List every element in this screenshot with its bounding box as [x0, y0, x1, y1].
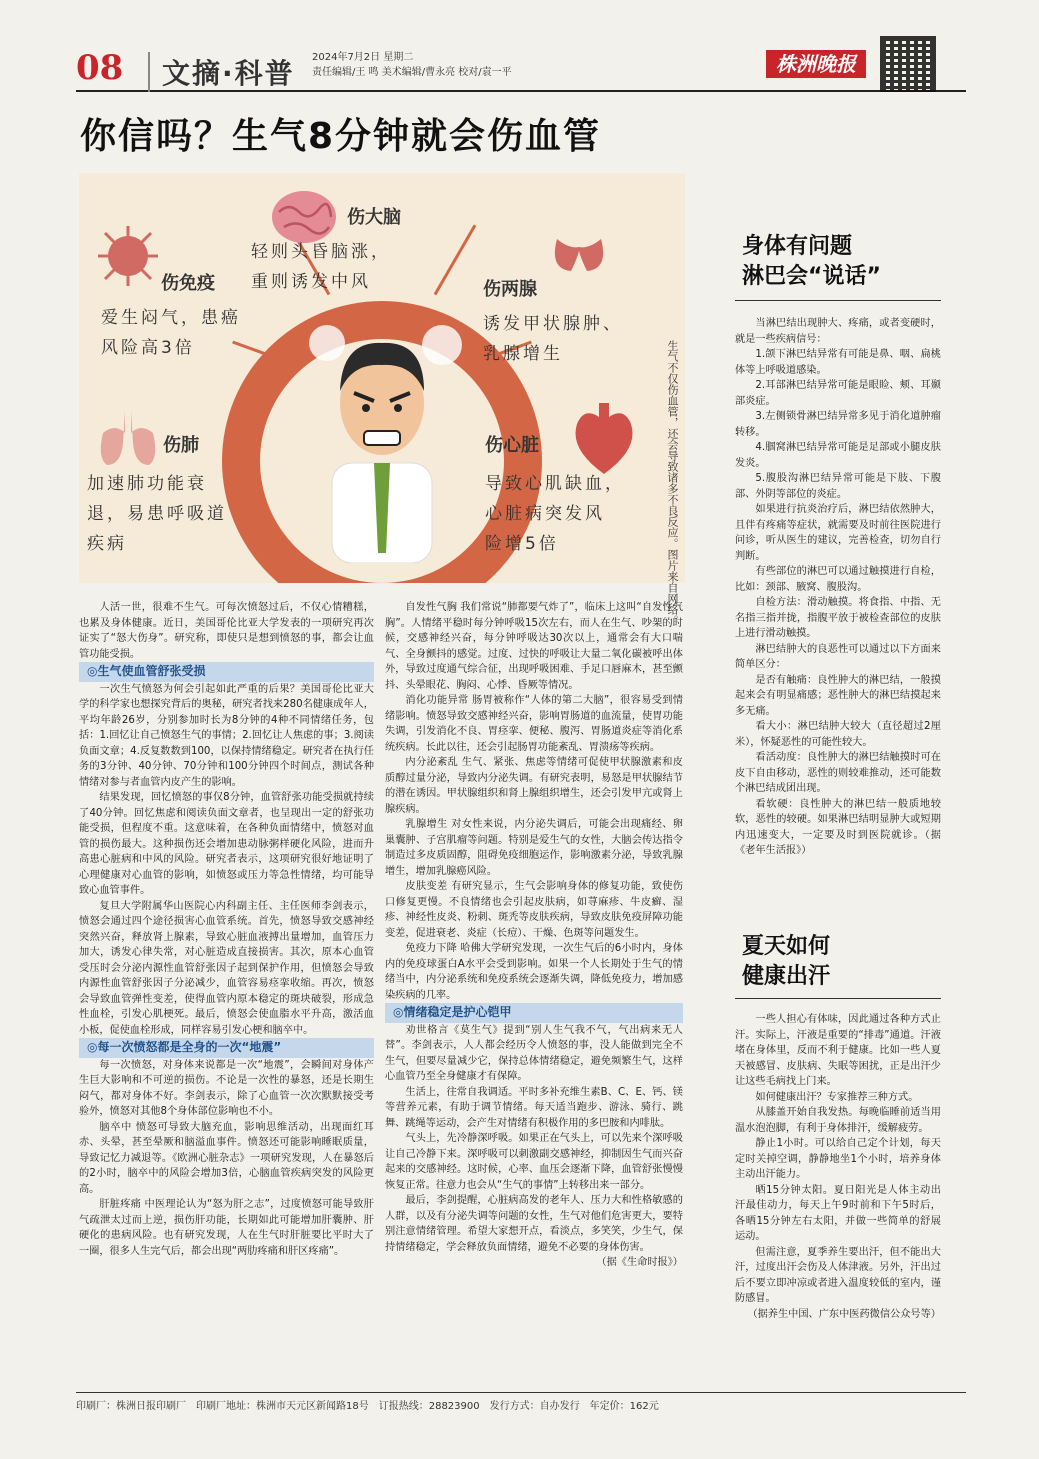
- gland-title: 伤两腺: [483, 279, 537, 300]
- paragraph: 是否有触痛：良性肿大的淋巴结，一般摸起来会有明显痛感；恶性肿大的淋巴结摸起来多无痛。: [735, 674, 941, 717]
- paragraph: 5.腹股沟淋巴结异常可能是下肢、下腹部、外阴等部位的炎症。: [735, 473, 941, 500]
- summer-title: 夏天如何 健康出汗: [742, 934, 831, 989]
- paragraph: 但需注意，夏季养生要出汗，但不能出大汗，过度出汗会伤及人体津液。另外，汗出过后不要立即冲凉或者进入温度较低的室内，谨防感冒。: [735, 1246, 941, 1304]
- brain-text: 轻则头昏脑涨， 重则诱发中风: [251, 242, 391, 292]
- summer-article: [735, 1012, 941, 1322]
- paragraph: 自检方法：滑动触摸。将食指、中指、无名指三指并拢，指腹平放于被检查部位的皮肤上进行滑动触摸。: [735, 597, 941, 639]
- paragraph: 4.腘窝淋巴结异常可能是足部或小腿皮肤发炎。: [735, 442, 941, 469]
- paragraph: 3.左侧锁骨淋巴结异常多见于消化道肿瘤转移。: [735, 411, 941, 438]
- paragraph: 2.耳部淋巴结异常可能是眼睑、颊、耳颞部炎症。: [735, 380, 941, 407]
- paragraph: 气头上，先冷静深呼吸。如果正在气头上，可以先来个深呼吸让自己冷静下来。深呼吸可以刺激副交感神经，抑制因生气而兴奋起来的交感神经。这时候，心率、血压会逐渐下降，血管舒张慢慢恢复正常。往意力也会从“生气的事情”上转移出来一部分。: [385, 1133, 683, 1191]
- paragraph: 最后，李剑提醒，心脏病高发的老年人、压力大和性格敏感的人群，以及有分泌失调等问题的女性，生气对他们危害更大，要特别注意情绪管理。希望大家想开点，看淡点，多笑笑，少生气，保持情绪稳定，学会释放负面情绪，避免不必要的身体伤害。: [385, 1195, 683, 1253]
- lymph-title: 身体有问题 淋巴会“说话”: [742, 234, 881, 289]
- angry-man-icon: [292, 313, 472, 563]
- heart-title: 伤心脏: [485, 435, 539, 456]
- paragraph: 人活一世，很难不生气。可每次愤怒过后，不仅心情糟糕，也累及身体健康。近日，美国哥伦比亚大学发表的一项研究再次证实了“怒大伤身”。研究称，即使只是想到愤怒的事，都会让血管功能受损。: [79, 602, 374, 660]
- paragraph: 如何健康出汗？专家推荐三种方式。: [755, 1091, 919, 1103]
- subheading: ◎情绪稳定是护心铠甲: [385, 1003, 683, 1023]
- issue-date: 2024年7月2日 星期二: [312, 52, 414, 63]
- lung-text: 加速肺功能衰 退，易患呼吸道 疾病: [87, 474, 227, 554]
- lung-icon: [93, 403, 163, 473]
- header-meta: [312, 50, 512, 80]
- section-title: 文摘·科普: [148, 52, 295, 92]
- immune-title: 伤免疫: [161, 273, 215, 294]
- paragraph: 如果进行抗炎治疗后，淋巴结依然肿大，且伴有疼痛等症状，就需要及时前往医院进行问诊，听从医生的建议，完善检查，切勿自行判断。: [735, 504, 941, 562]
- article-column-1: [79, 600, 374, 1259]
- brain-title: 伤大脑: [347, 207, 401, 228]
- editor-credits: 责任编辑/王 鸣 美术编辑/曹永亮 校对/袁一平: [312, 67, 512, 78]
- gland-text: 诱发甲状腺肿、 乳腺增生: [483, 314, 623, 364]
- newspaper-logo: 株洲晚报: [766, 50, 866, 78]
- paragraph: 当淋巴结出现肿大、疼痛，或者变硬时，就是一些疾病信号：: [735, 318, 941, 345]
- qr-code-icon: [880, 36, 936, 92]
- heart-icon: [569, 399, 639, 479]
- infographic: [79, 173, 685, 583]
- source-credit: （据养生中国、广东中医药微信公众号等）: [747, 1308, 941, 1320]
- thyroid-icon: [549, 229, 609, 279]
- paragraph: 每一次愤怒，对身体来说都是一次“地震”，会瞬间对身体产生巨大影响和不可逆的损伤。不论是一次性的暴怒，还是长期生闷气，都对身体不好。李剑表示，除了心血管一次次默默接受考验外，愤怒对其他8个身体部位影响也不小。: [79, 1059, 374, 1117]
- heart-text: 导致心肌缺血， 心脏病突发风 险增5倍: [485, 474, 625, 554]
- paragraph: 内分泌紊乱 生气、紧张、焦虑等情绪可促使甲状腺激素和皮质醇过量分泌，导致内分泌失调。有研究表明，易怒是甲状腺结节的潜在诱因。甲状腺组织和肾上腺组织增生，还会引发甲亢或肾上腺疾病。: [385, 757, 683, 815]
- page-header: [76, 44, 966, 92]
- paragraph: 肝脏疼痛 中医理论认为“怒为肝之志”，过度愤怒可能导致肝气疏泄太过而上逆，损伤肝功能，长期如此可能增加肝囊肿、肝硬化的患病风险。也有研究发现，人在生气时肝脏要比平时大了一圈，很多人生完气后，都会出现“两肋疼痛和肝区疼痛”。: [79, 1199, 374, 1257]
- paragraph: 看活动度：良性肿大的淋巴结触摸时可在皮下自由移动，恶性的则较难推动，还可能数个淋巴结成团出现。: [735, 752, 941, 794]
- paragraph: 自发性气胸 我们常说“肺都要气炸了”，临床上这叫“自发性气胸”。人情绪平稳时每分钟呼吸15次左右，而人在生气、吵架的时候，交感神经兴奋，每分钟呼吸达30次以上，通常会有大口喘气、全身颤抖的感觉。过度、过快的呼吸让大量二氧化碳被呼出体外，导致过度通气综合征，出现呼吸困难、手足口唇麻木，甚至颤抖、头晕眼花、胸闷、心悸、昏厥等情况。: [385, 602, 683, 691]
- immune-text: 爱生闷气，患癌 风险高3倍: [101, 308, 241, 358]
- lymph-article: [735, 316, 941, 859]
- paragraph: 一些人担心有体味，因此通过各种方式止汗。实际上，汗液是重要的“排毒”通道。汗液堵在身体里，反而不利于健康。比如一些人夏天被感冒、皮肤病、失眠等困扰，正是出汗少让这些毛病找上门来。: [735, 1014, 941, 1087]
- article-column-2: [385, 600, 683, 1271]
- divider: [735, 300, 941, 301]
- paragraph: 劝世格言《莫生气》提到“别人生气我不气，气出病来无人替”。李剑表示，人人都会经历令人愤怒的事，没人能做到完全不生气，但要尽量减少它，保持总体情绪稳定，避免频繁生气，这样心血管乃至全身健康才有保障。: [385, 1024, 683, 1082]
- virus-icon: [93, 221, 163, 291]
- paragraph: 晒15分钟太阳。夏日阳光是人体主动出汗最佳动力，每天上午9时前和下午5时后，各晒15分钟左右太阳，并做一些简单的舒展运动。: [735, 1184, 941, 1242]
- paragraph: 结果发现，回忆愤怒的事仅8分钟，血管舒张功能受损就持续了40分钟。回忆焦虑和阅读负面文章者，也呈现出一定的舒张功能受损，但程度不重。这意味着，在各种负面情绪中，愤怒对血管的损伤最大。这种损伤还会增加患动脉粥样硬化风险，进而升高患心脏病和中风的风险。研究者表示，这项研究很好地证明了心理健康对心血管的影响，如愤怒或压力等急性情绪，均可能导致心血管事件。: [79, 792, 374, 896]
- page-footer: 印刷厂：株洲日报印刷厂 印刷厂地址：株洲市天元区新闻路18号 订报热线：28823900 发行方式：自办发行 年定价：162元: [76, 1392, 966, 1412]
- paragraph: 生活上，往常自我调适。平时多补充维生素B、C、E、钙、镁等营养元素，有助于调节情绪。每天适当跑步、游泳、骑行、跳舞、跳绳等运动，会产生对情绪有积极作用的多巴胺和内啡肽。: [385, 1086, 683, 1129]
- paragraph: 乳腺增生 对女性来说，内分泌失调后，可能会出现痛经、卵巢囊肿、子宫肌瘤等问题。特别是爱生气的女性，大脑会传达指令制造过多皮质固醇，阻碍免疫细胞运作，影响激素分泌，导致乳腺增生，增加乳腺癌风险。: [385, 819, 683, 877]
- paragraph: 复旦大学附属华山医院心内科副主任、主任医师李剑表示，愤怒会通过四个途径损害心血管系统。首先，愤怒导致交感神经突然兴奋，释放肾上腺素，导致心脏血液搏出量增加，血管压力加大，诱发心律失常，对心脏造成直接损害。其次，原本心血管受压时会分泌内源性血管舒张因子起到保护作用，但愤怒会导致内源性血管舒张因子分泌减少，血管容易痉挛收缩。再次，愤怒会导致血管弹性变差，使得血管内原本稳定的斑块破裂，形成急性血栓，引发心肌梗死。最后，愤怒会使血脂水平升高，激活血小板，促使血栓形成，同样容易引发心梗和脑卒中。: [79, 900, 374, 1036]
- divider: [735, 998, 941, 999]
- paragraph: 淋巴结肿大的良恶性可以通过以下方面来简单区分：: [735, 643, 941, 670]
- lung-title: 伤肺: [163, 435, 199, 456]
- paragraph: 看大小：淋巴结肿大较大（直径超过2厘米），怀疑恶性的可能性较大。: [735, 721, 941, 748]
- paragraph: 皮肤变差 有研究显示，生气会影响身体的修复功能，致使伤口修复更慢。不良情绪也会引起皮肤病，如荨麻疹、牛皮癣、湿疹、神经性皮炎、粉刺、斑秃等皮肤疾病，导致皮肤免疫屏障功能变差，促进衰老、炎症（长痘）、干燥、色斑等问题发生。: [385, 881, 683, 939]
- source-credit: （据《生命时报》）: [596, 1257, 683, 1268]
- paragraph: 1.颌下淋巴结异常有可能是鼻、咽、扁桃体等上呼吸道感染。: [735, 349, 941, 376]
- paragraph: 免疫力下降 哈佛大学研究发现，一次生气后的6小时内，身体内的免疫球蛋白A水平会受到影响。如果一个人长期处于生气的情绪当中，内分泌系统和免疫系统会逐渐失调，降低免疫力，增加感染疾病的几率。: [385, 943, 683, 1001]
- paragraph: 脑卒中 愤怒可导致大脑充血，影响思维活动，出现面红耳赤、头晕，甚至晕厥和脑溢血事件。愤怒还可能影响睡眠质量，导致记忆力减退等。《欧洲心脏杂志》一项研究发现，人在暴怒后的2小时，脑卒中的风险会增加3倍，心脑血管疾病突发的风险更高。: [79, 1121, 374, 1195]
- paragraph: 消化功能异常 肠胃被称作“人体的第二大脑”，很容易受到情绪影响。愤怒导致交感神经兴奋，影响胃肠道的血流量，使胃功能失调，引发消化不良、胃痉挛、便秘、腹泻、胃肠道炎症等消化系统疾病。长此以往，还会引起肠胃功能紊乱、胃溃疡等疾病。: [385, 695, 683, 753]
- subheading: ◎生气使血管舒张受损: [79, 662, 374, 682]
- page-number: 08: [76, 48, 124, 88]
- paragraph: 一次生气愤怒为何会引起如此严重的后果？美国哥伦比亚大学的科学家也想探究背后的奥秘，研究者找来280名健康成年人，平均年龄26岁，分别参加时长为8分钟的4种不同情绪任务，包括：1.回忆让自己愤怒生气的事情；2.回忆让人焦虑的事；3.阅读负面文章；4.反复数数到100，以保持情绪稳定。研究者在执行任务的3分钟、40分钟、70分钟和100分钟四个时间点，测试各种情绪对参与者血管内皮产生的影响。: [79, 683, 374, 788]
- subheading: ◎每一次愤怒都是全身的一次“地震”: [79, 1038, 374, 1058]
- paragraph: 从膝盖开始自我发热。每晚临睡前适当用温水泡泡脚，有利于身体排汗，缓解疲劳。: [735, 1107, 941, 1134]
- ray-line: [434, 224, 477, 295]
- paragraph: 静止1小时。可以给自己定个计划，每天定时关掉空调，静静地坐1个小时，培养身体主动出汗能力。: [735, 1138, 941, 1180]
- headline: 你信吗？生气8分钟就会伤血管: [80, 116, 602, 157]
- paragraph: 看软硬：良性肿大的淋巴结一般质地较软，恶性的较硬。如果淋巴结明显肿大或短期内迅速变大，一定要及时到医院就诊。（据《老年生活报》）: [735, 798, 941, 856]
- paragraph: 有些部位的淋巴可以通过触摸进行自检，比如：颈部、腋窝、腹股沟。: [735, 566, 941, 593]
- image-caption: 生气不仅伤血管，还会导致诸多不良反应。图片来自网络。: [666, 340, 679, 626]
